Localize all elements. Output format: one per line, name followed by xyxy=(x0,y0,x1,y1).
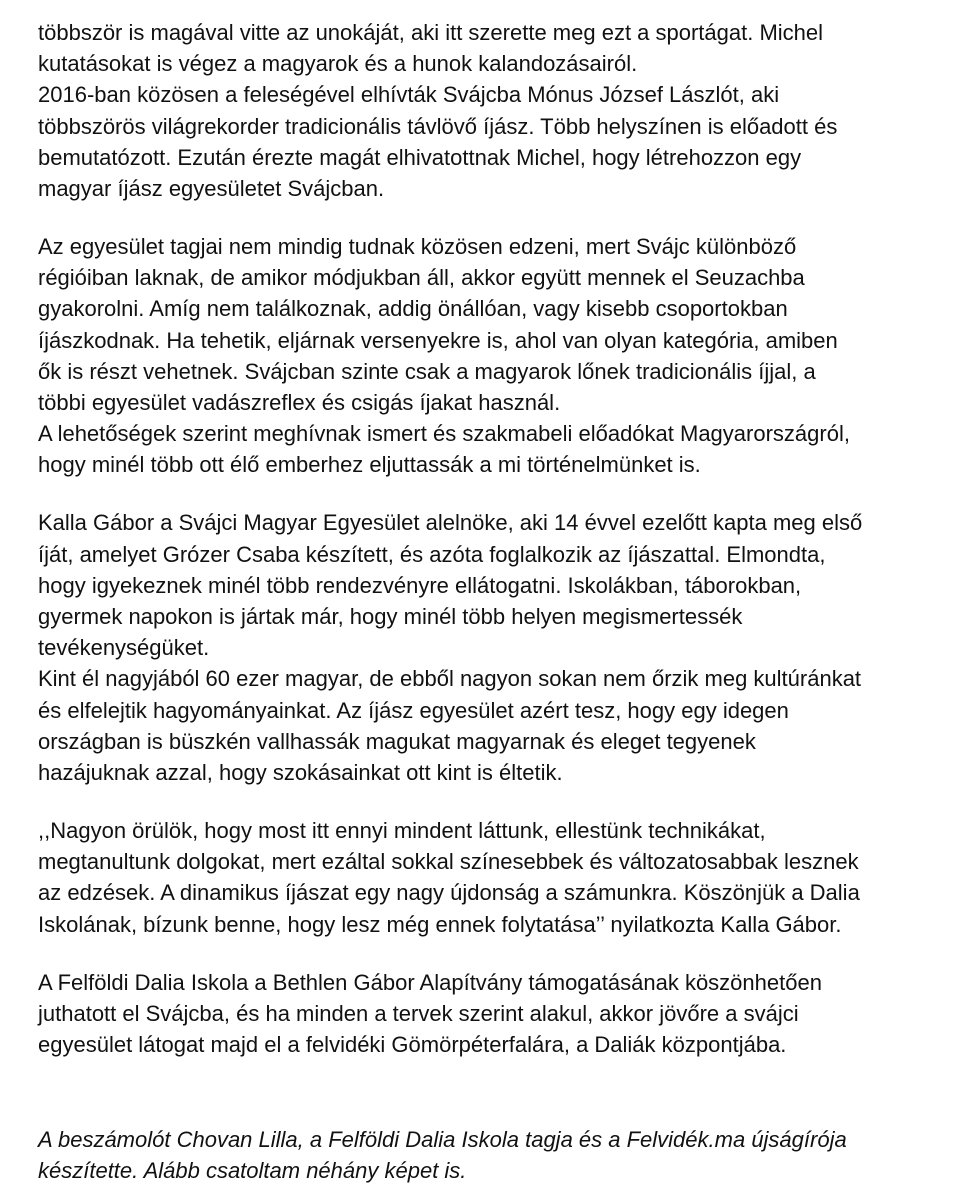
text-line: Kint él nagyjából 60 ezer magyar, de ebből nagyon sokan nem őrzik meg kultúránkat xyxy=(38,666,862,692)
text-line: az edzések. A dinamikus íjászat egy nagy újdonság a számunkra. Köszönjük a Dalia xyxy=(38,880,860,906)
paragraph-4 xyxy=(38,815,952,940)
text-line: 2016-ban közösen a feleségével elhívták Svájcba Mónus József Lászlót, aki xyxy=(38,82,780,108)
text-line: gyakorolni. Amíg nem találkoznak, addig önállóan, vagy kisebb csoportokban xyxy=(38,296,788,322)
text-line: és elfelejtik hagyományainkat. Az íjász egyesület azért tesz, hogy egy idegen xyxy=(38,697,789,723)
text-line: Az egyesület tagjai nem mindig tudnak közösen edzeni, mert Svájc különböző xyxy=(38,234,797,260)
text-line: ,,Nagyon örülök, hogy most itt ennyi mindent láttunk, ellestünk technikákat, xyxy=(38,818,766,844)
text-line: tevékenységüket. xyxy=(38,635,210,661)
text-line: juthatott el Svájcba, és ha minden a tervek szerint alakul, akkor jövőre a svájci xyxy=(38,1000,799,1026)
text-line: kutatásokat is végez a magyarok és a hunok kalandozásairól. xyxy=(38,51,638,77)
paragraph-2 xyxy=(38,231,952,481)
text-line: többszörös világrekorder tradicionális távlövő íjász. Több helyszínen is előadott és xyxy=(38,113,838,139)
text-line: íját, amelyet Grózer Csaba készített, és azóta foglalkozik az íjászattal. Elmondta, xyxy=(38,541,826,567)
text-line: készítette. Alább csatoltam néhány képet is. xyxy=(38,1158,467,1184)
text-line: íjászkodnak. Ha tehetik, eljárnak versenyekre is, ahol van olyan kategória, amiben xyxy=(38,327,838,353)
text-line: Iskolának, bízunk benne, hogy lesz még ennek folytatása’’ nyilatkozta Kalla Gábor. xyxy=(38,911,842,937)
text-line: magyar íjász egyesületet Svájcban. xyxy=(38,176,385,202)
text-line: A beszámolót Chovan Lilla, a Felföldi Dalia Iskola tagja és a Felvidék.ma újságírója xyxy=(38,1127,847,1153)
text-line: Kalla Gábor a Svájci Magyar Egyesület alelnöke, aki 14 évvel ezelőtt kapta meg első xyxy=(38,510,863,536)
text-line: bemutatózott. Ezután érezte magát elhivatottnak Michel, hogy létrehozzon egy xyxy=(38,144,802,170)
text-line: hazájuknak azzal, hogy szokásainkat ott kint is éltetik. xyxy=(38,760,563,786)
paragraph-5 xyxy=(38,967,952,1061)
text-line: többször is magával vitte az unokáját, aki itt szerette meg ezt a sportágat. Michel xyxy=(38,20,824,45)
text-line: A lehetőségek szerint meghívnak ismert és szakmabeli előadókat Magyarországról, xyxy=(38,421,850,447)
text-line: A Felföldi Dalia Iskola a Bethlen Gábor Alapítvány támogatásának köszönhetően xyxy=(38,969,822,995)
text-line: hogy igyekeznek minél több rendezvényre ellátogatni. Iskolákban, táborokban, xyxy=(38,572,802,598)
text-line: hogy minél több ott élő emberhez eljuttassák a mi történelmünket is. xyxy=(38,452,701,478)
text-line: régióiban laknak, de amikor módjukban áll, akkor együtt mennek el Seuzachba xyxy=(38,265,805,291)
paragraph-3 xyxy=(38,507,952,788)
text-line: ők is részt vehetnek. Svájcban szinte csak a magyarok lőnek tradicionális íjjal, a xyxy=(38,358,816,384)
text-line: egyesület látogat majd el a felvidéki Gömörpéterfalára, a Daliák központjába. xyxy=(38,1032,787,1058)
text-line: országban is büszkén vallhassák magukat magyarnak és eleget tegyenek xyxy=(38,728,756,754)
text-line: gyermek napokon is jártak már, hogy minél több helyen megismertessék xyxy=(38,604,743,630)
text-line: többi egyesület vadászreflex és csigás íjakat használ. xyxy=(38,390,561,416)
text-line: megtanultunk dolgokat, mert ezáltal sokkal színesebbek és változatosabbak lesznek xyxy=(38,849,859,875)
paragraph-6 xyxy=(38,1124,952,1186)
paragraph-1 xyxy=(38,17,952,204)
